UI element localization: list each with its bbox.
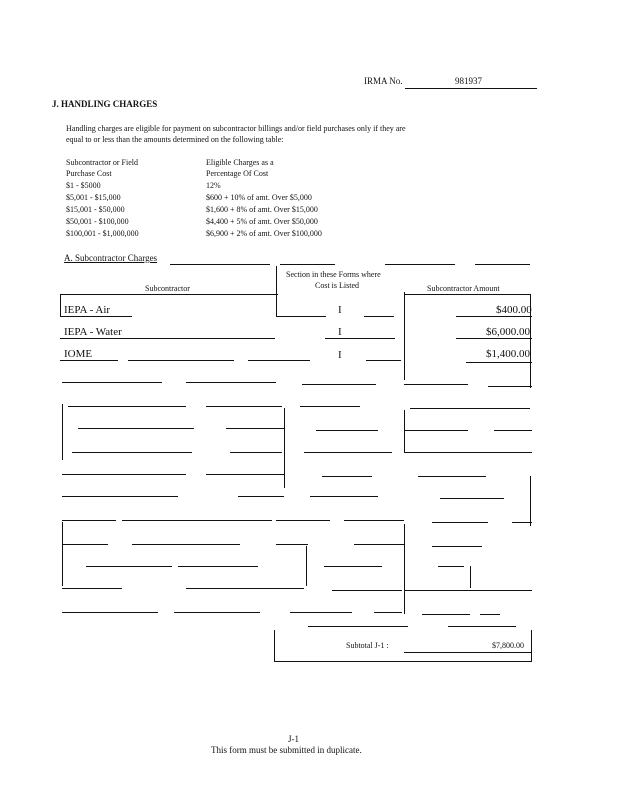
sub-row-name: IEPA - Water [64,326,122,338]
rule [385,264,455,265]
sub-charges-title: A. Subcontractor Charges [64,253,158,263]
col-subcontractor-header: Subcontractor [145,284,190,293]
irma-label: IRMA No. [364,76,403,86]
rule [248,360,310,361]
intro-line-2: equal to or less than the amounts determined on the following table: [66,135,284,144]
rule [448,626,516,627]
subtotal-box-right [531,630,532,662]
subtotal-box-left [274,630,275,662]
rule [422,614,470,615]
rule [456,316,532,317]
rule [170,264,270,265]
rate-charge: 12% [206,181,221,190]
rule [62,382,162,383]
rule [280,264,335,265]
rule [122,520,272,521]
grid-line [470,566,471,588]
col-section-header-1: Section in these Forms where [286,270,381,279]
rule [316,430,378,431]
subtotal-box-bottom [274,661,532,662]
rule [276,544,308,545]
rate-charge: $4,400 + 5% of amt. Over $50,000 [206,217,318,226]
rate-range: $15,001 - $50,000 [66,205,125,214]
rule [404,452,532,453]
grid-line [404,410,405,452]
rule [488,386,532,387]
rule [332,590,402,591]
page-number: J-1 [288,734,299,744]
rule [128,360,234,361]
rule [304,452,392,453]
footer-note: This form must be submitted in duplicate. [211,745,362,755]
grid-line [404,294,530,295]
subtotal-value: $7,800.00 [492,641,524,650]
rule [404,384,468,385]
rule [456,338,532,339]
rule [276,316,326,317]
rule [308,626,408,627]
rule [438,566,464,567]
grid-line [306,546,307,586]
subtotal-underline [404,652,532,653]
rule [364,316,394,317]
rule [226,428,284,429]
rule [290,612,352,613]
rate-col1-header-2: Purchase Cost [66,169,112,178]
rule [432,546,482,547]
rule [512,522,532,523]
rule [480,614,500,615]
rule [62,474,186,475]
col-amount-header: Subcontractor Amount [427,284,500,293]
rule [440,498,504,499]
sub-row-section: I [338,304,342,316]
grid-line [60,294,278,295]
rule [60,360,118,361]
rule [72,452,192,453]
rate-range: $100,001 - $1,000,000 [66,229,139,238]
irma-number-underline [405,88,537,89]
rate-charge: $1,600 + 8% of amt. Over $15,000 [206,205,318,214]
rule [174,612,260,613]
rule [186,588,304,589]
rate-charge: $6,900 + 2% of amt. Over $100,000 [206,229,322,238]
rule [466,362,532,363]
rule [62,520,116,521]
sub-row-name: IEPA - Air [64,304,111,316]
rule [206,406,282,407]
rule [418,476,486,477]
intro-line-1: Handling charges are eligible for payment on subcontractor billings and/or field purchases only if they are [66,124,406,133]
grid-line [404,524,405,614]
section-title: J. HANDLING CHARGES [52,99,158,109]
rule [78,428,194,429]
sub-row-name: IOME [64,348,93,360]
sub-row-amount: $6,000.00 [486,326,530,338]
sub-row-section: I [338,349,342,361]
rule [62,588,122,589]
grid-line [530,476,531,526]
grid-line [62,404,63,460]
rule [322,476,372,477]
rule [186,382,276,383]
rule [354,544,404,545]
rule [238,496,284,497]
rate-col2-header-2: Percentage Of Cost [206,169,269,178]
rule [60,338,275,339]
irma-number: 981937 [455,76,482,86]
rule [230,452,282,453]
subtotal-label: Subtotal J-1 : [346,641,389,650]
rule [68,406,186,407]
rate-range: $1 - $5000 [66,181,101,190]
rate-range: $5,001 - $15,000 [66,193,121,202]
rule [432,522,488,523]
sub-row-section: I [338,326,342,338]
rule [276,520,330,521]
rule [302,384,376,385]
col-section-header-2: Cost is Listed [315,281,360,290]
rule [310,496,378,497]
rule [366,360,401,361]
rule [344,520,404,521]
rate-col2-header-1: Eligible Charges as a [206,158,274,167]
grid-line [276,266,277,316]
rule [62,544,108,545]
rule [404,430,468,431]
rule [475,264,530,265]
rule [410,408,530,409]
rate-col1-header-1: Subcontractor or Field [66,158,138,167]
rule [300,406,360,407]
grid-line [404,292,405,380]
rule [62,496,178,497]
rule [132,544,240,545]
rule [324,566,382,567]
rule [206,474,284,475]
rate-charge: $600 + 10% of amt. Over $5,000 [206,193,312,202]
rule [374,612,402,613]
grid-line [284,408,285,488]
rule [325,338,395,339]
rule [178,566,258,567]
sub-row-amount: $1,400.00 [486,348,530,360]
grid-line [60,294,61,316]
rule [404,590,532,591]
rate-range: $50,001 - $100,000 [66,217,129,226]
rule [62,612,158,613]
rule [86,566,172,567]
rule [494,430,532,431]
sub-row-amount: $400.00 [496,304,532,316]
rule [60,316,132,317]
grid-line [62,522,63,586]
